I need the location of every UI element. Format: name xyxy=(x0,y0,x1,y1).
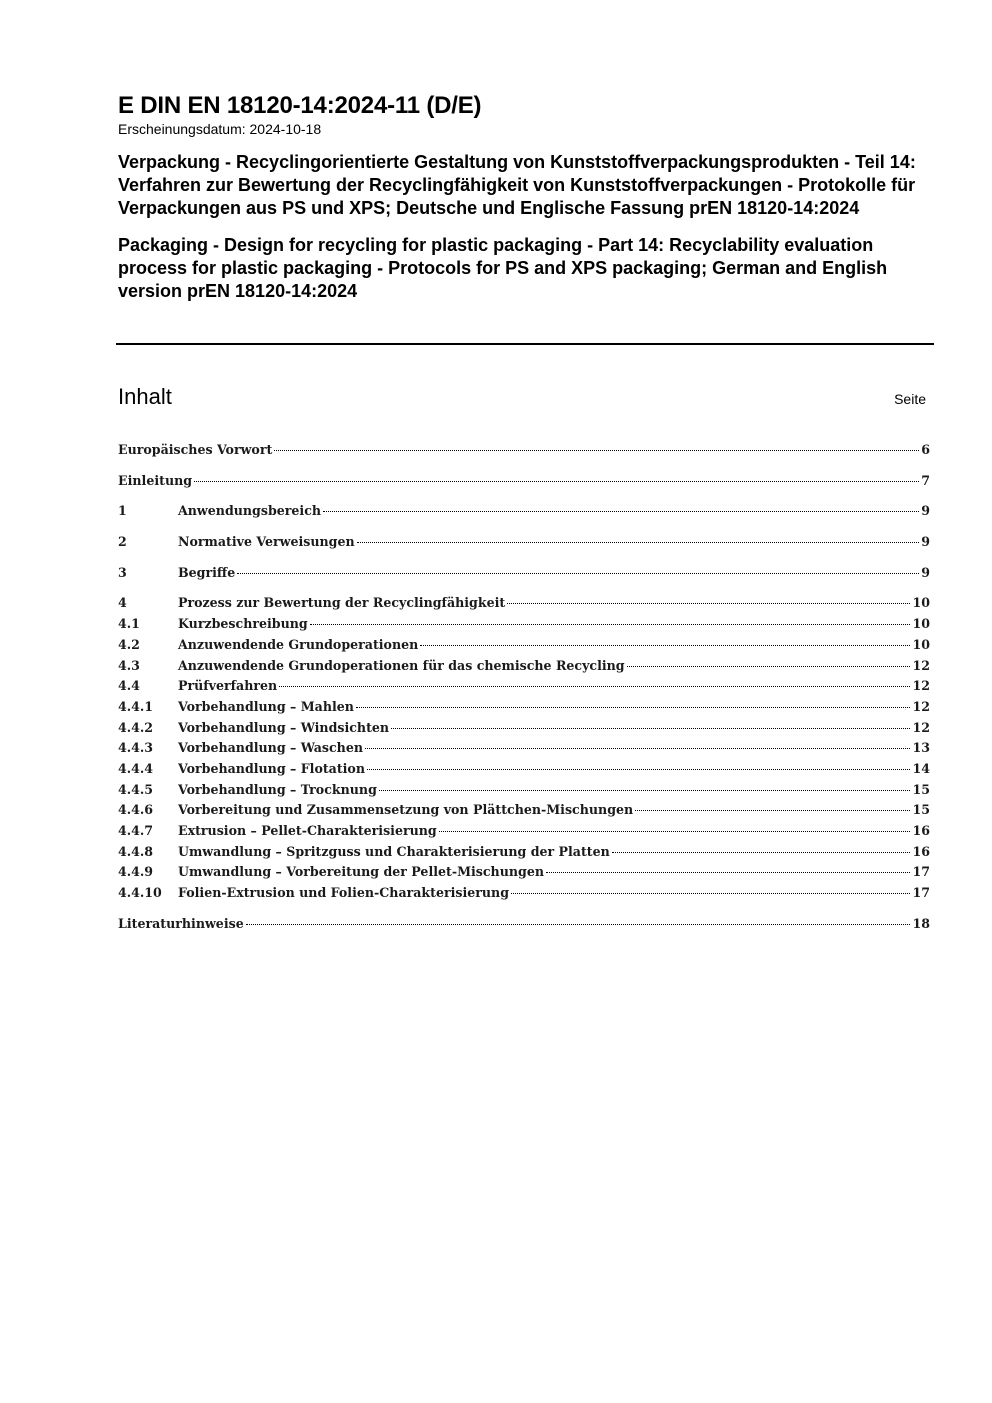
toc-entry[interactable] xyxy=(118,471,930,492)
toc-dot-leader xyxy=(237,573,919,574)
toc-dot-leader xyxy=(357,542,920,543)
toc-dot-leader xyxy=(274,450,919,451)
toc-entry-page: 9 xyxy=(921,564,930,580)
toc-entry-number: 4.4.5 xyxy=(118,781,154,797)
toc-entry-page: 12 xyxy=(912,657,930,673)
toc-entry-number: 4.4.9 xyxy=(118,864,154,880)
toc-entry[interactable] xyxy=(118,440,930,461)
toc-dot-leader xyxy=(635,810,910,811)
toc-entry-page: 15 xyxy=(912,781,930,797)
toc-dot-leader xyxy=(323,511,919,512)
toc-entry-title: Vorbehandlung – Windsichten xyxy=(178,719,390,735)
toc-entry[interactable] xyxy=(118,656,930,677)
toc-entry-title: Umwandlung – Vorbereitung der Pellet-Mischungen xyxy=(178,864,544,880)
header-divider xyxy=(116,343,934,345)
toc-entry[interactable] xyxy=(118,862,930,883)
toc-entry[interactable] xyxy=(118,532,930,553)
toc-dot-leader xyxy=(356,707,911,708)
toc-page-column-label: Seite xyxy=(894,391,926,407)
toc-entry-number: 1 xyxy=(118,503,127,519)
toc-entry-number: 4.4 xyxy=(118,678,140,694)
toc-dot-leader xyxy=(310,624,911,625)
toc-entry-number: 3 xyxy=(118,564,127,580)
toc-entry[interactable] xyxy=(118,718,930,739)
toc-dot-leader xyxy=(511,893,910,894)
toc-entry[interactable] xyxy=(118,914,930,935)
toc-entry-number: 4.4.6 xyxy=(118,802,154,818)
title-german: Verpackung - Recyclingorientierte Gestaltung von Kunststoffverpackungsprodukten - Teil 14: Verfahren zur Bewertung der Recyclingfähigkeit von Kunststoffverpackungen - Protokolle für Verpackungen aus PS und XPS; Deutsche und Englische Fassung prEN 18120-14:2024 xyxy=(118,152,916,218)
toc-entry-page: 13 xyxy=(912,740,930,756)
toc-entry-page: 17 xyxy=(912,864,930,880)
publication-date: Erscheinungsdatum: 2024-10-18 xyxy=(118,121,322,137)
toc-dot-leader xyxy=(612,852,911,853)
toc-entry-number: 4.4.1 xyxy=(118,698,154,714)
toc-entry-title: Normative Verweisungen xyxy=(178,534,355,550)
toc-entry-number: 4.4.8 xyxy=(118,843,154,859)
toc-entry-page: 12 xyxy=(912,719,930,735)
toc-entry-number: 4.4.3 xyxy=(118,740,154,756)
toc-entry-number: 4.4.10 xyxy=(118,885,162,901)
toc-entry[interactable] xyxy=(118,842,930,863)
toc-header xyxy=(118,384,926,414)
toc-entry-number: 4 xyxy=(118,595,127,611)
toc-dot-leader xyxy=(365,748,910,749)
toc-dot-leader xyxy=(367,769,910,770)
toc-dot-leader xyxy=(507,603,910,604)
toc-entry[interactable] xyxy=(118,780,930,801)
table-of-contents xyxy=(118,440,930,934)
toc-entry-page: 18 xyxy=(912,915,930,931)
toc-entry[interactable] xyxy=(118,738,930,759)
toc-entry-page: 7 xyxy=(921,472,930,488)
toc-dot-leader xyxy=(546,872,910,873)
toc-entry-title: Vorbereitung und Zusammensetzung von Plättchen-Mischungen xyxy=(178,802,634,818)
toc-dot-leader xyxy=(420,645,910,646)
toc-heading: Inhalt xyxy=(118,384,172,409)
toc-entry[interactable] xyxy=(118,883,930,904)
toc-entry-title: Literaturhinweise xyxy=(118,915,244,931)
toc-entry-title: Anwendungsbereich xyxy=(178,503,322,519)
toc-entry[interactable] xyxy=(118,821,930,842)
toc-entry-page: 17 xyxy=(912,885,930,901)
toc-entry-title: Extrusion – Pellet-Charakterisierung xyxy=(178,823,437,838)
toc-entry-title: Anzuwendende Grundoperationen für das chemische Recycling xyxy=(178,657,625,673)
toc-entry[interactable] xyxy=(118,676,930,697)
toc-entry[interactable] xyxy=(118,800,930,821)
toc-entry-number: 4.4.2 xyxy=(118,719,154,735)
toc-dot-leader xyxy=(391,728,910,729)
toc-entry-title: Europäisches Vorwort xyxy=(118,442,273,457)
document-id: E DIN EN 18120-14:2024-11 (D/E) xyxy=(118,92,482,119)
toc-entry[interactable] xyxy=(118,759,930,780)
toc-entry[interactable] xyxy=(118,501,930,522)
toc-entry-page: 10 xyxy=(912,595,930,611)
toc-entry-page: 16 xyxy=(912,843,930,859)
toc-entry-title: Folien-Extrusion und Folien-Charakterisierung xyxy=(178,885,510,901)
toc-dot-leader xyxy=(279,686,910,687)
toc-entry-page: 14 xyxy=(912,760,930,776)
toc-entry-number: 4.2 xyxy=(118,636,140,652)
toc-dot-leader xyxy=(439,831,911,832)
toc-entry-number: 2 xyxy=(118,534,127,550)
toc-entry-title: Anzuwendende Grundoperationen xyxy=(178,636,419,652)
toc-entry-title: Vorbehandlung – Waschen xyxy=(178,740,364,756)
toc-entry-page: 10 xyxy=(912,636,930,652)
toc-entry-title: Prozess zur Bewertung der Recyclingfähigkeit xyxy=(178,595,506,611)
toc-dot-leader xyxy=(246,924,911,925)
toc-dot-leader xyxy=(194,481,919,482)
toc-dot-leader xyxy=(627,666,911,667)
toc-entry-title: Einleitung xyxy=(118,472,193,488)
toc-entry-page: 12 xyxy=(912,698,930,714)
toc-entry-page: 6 xyxy=(921,442,930,457)
toc-entry[interactable] xyxy=(118,697,930,718)
toc-entry[interactable] xyxy=(118,635,930,656)
toc-entry-title: Umwandlung – Spritzguss und Charakterisierung der Platten xyxy=(178,843,610,859)
toc-entry-title: Begriffe xyxy=(178,564,236,580)
toc-entry-number: 4.1 xyxy=(118,616,140,632)
toc-entry[interactable] xyxy=(118,614,930,635)
toc-entry-title: Vorbehandlung – Flotation xyxy=(178,760,365,776)
toc-entry-page: 9 xyxy=(921,534,930,550)
toc-entry-title: Vorbehandlung – Mahlen xyxy=(178,698,354,714)
toc-entry-page: 10 xyxy=(912,616,930,632)
title-english: Packaging - Design for recycling for plastic packaging - Part 14: Recyclability evaluation process for plastic packaging - Protocols for PS and XPS packaging; German and English version prEN 18120-14:2024 xyxy=(118,235,888,301)
toc-entry[interactable] xyxy=(118,563,930,584)
toc-entry[interactable] xyxy=(118,593,930,614)
toc-entry-page: 16 xyxy=(912,823,930,838)
toc-entry-title: Prüfverfahren xyxy=(178,678,278,694)
toc-entry-page: 9 xyxy=(921,503,930,519)
toc-entry-page: 15 xyxy=(912,802,930,818)
toc-entry-page: 12 xyxy=(912,678,930,694)
toc-entry-title: Vorbehandlung – Trocknung xyxy=(178,781,377,797)
toc-entry-title: Kurzbeschreibung xyxy=(178,616,308,632)
toc-dot-leader xyxy=(379,790,911,791)
document-header xyxy=(118,92,933,303)
toc-entry-number: 4.3 xyxy=(118,657,140,673)
toc-entry-number: 4.4.4 xyxy=(118,760,154,776)
toc-entry-number: 4.4.7 xyxy=(118,823,154,838)
